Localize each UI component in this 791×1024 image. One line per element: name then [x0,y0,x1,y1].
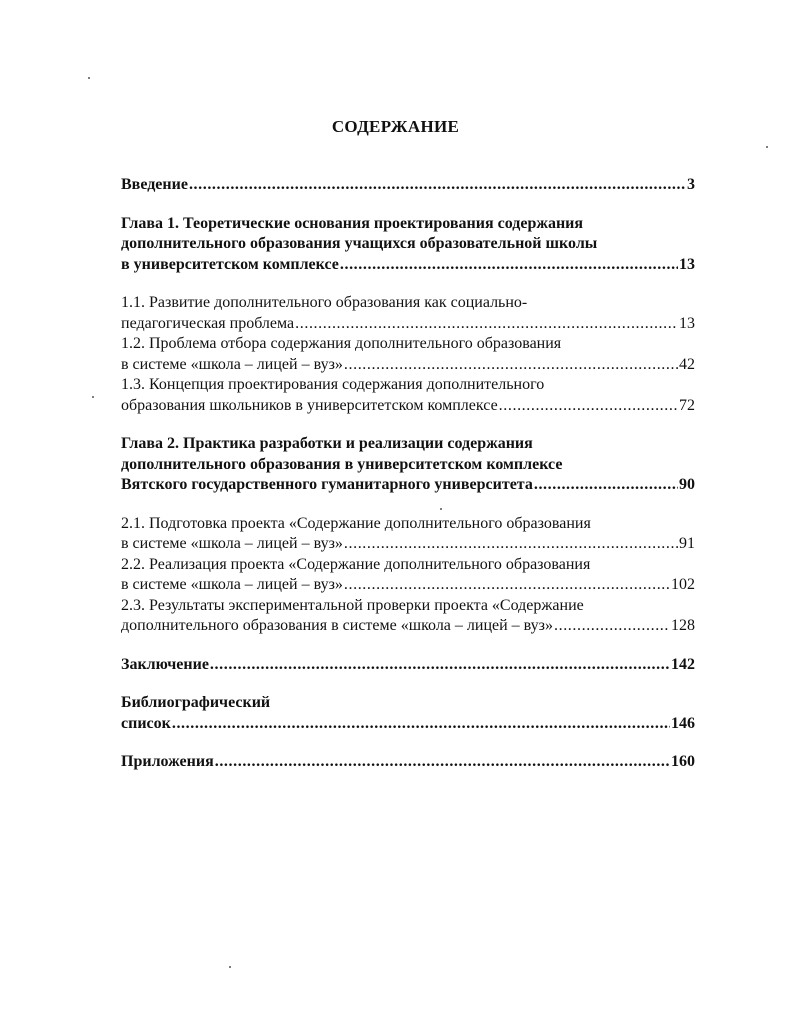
toc-entry-line: 2.1. Подготовка проекта «Содержание дополнительного образования [121,514,591,532]
scan-speck [440,508,442,510]
toc-entry-title: список [121,714,171,732]
toc-entry-line [121,355,695,376]
toc-entry-line: 1.2. Проблема отбора содержания дополнительного образования [121,335,562,352]
page-title: СОДЕРЖАНИЕ [331,117,460,136]
scan-speck [92,396,94,398]
dot-leader [340,255,678,276]
toc-entry-bibliography[interactable] [121,693,695,734]
toc-entry-title: Заключение [121,655,209,673]
toc-page-number: 13 [679,255,695,273]
toc-page-number: 72 [679,396,695,414]
toc-entry-line: Глава 2. Практика разработки и реализации содержания [121,435,533,452]
toc-entry-line: дополнительного образования учащихся образовательной школы [121,235,598,252]
toc-entry-line [121,534,695,555]
toc-entry-title: в университетском комплексе [121,255,339,273]
dot-leader [172,714,670,735]
toc-entry-line: Глава 1. Теоретические основания проектирования содержания [121,214,584,232]
toc-entry-line [121,314,695,335]
toc-entry-line: дополнительного образования в университетском комплексе [121,455,563,473]
toc-entry-line [121,175,695,196]
toc-entry-chapter-1[interactable] [121,214,695,276]
toc-page-number: 146 [671,714,695,732]
toc-entry-title: Приложения [121,753,214,770]
toc-entry-line [121,475,695,496]
toc-entry-section-2-1[interactable] [121,514,695,555]
toc-entry-line: Библиографический [121,694,271,711]
toc-entry-line: 1.1. Развитие дополнительного образования как социально- [121,294,528,311]
toc-entry-title: образования школьников в университетском комплексе [121,396,498,414]
toc-entry-line [121,255,695,276]
toc-entry-section-1-3[interactable] [121,375,695,416]
dot-leader [210,655,670,676]
toc-page-number: 13 [679,314,695,332]
table-of-contents [121,175,695,773]
toc-page-number: 91 [679,535,695,552]
dot-leader [554,616,670,637]
toc-entry-title: в системе «школа – лицей – вуз» [121,355,343,373]
toc-entry-section-1-1[interactable] [121,293,695,334]
toc-page-number: 102 [671,576,695,593]
dot-leader [295,314,678,335]
dot-leader [534,475,678,496]
toc-entry-line [121,616,695,637]
toc-entry-line [121,575,695,596]
toc-entry-line: 1.3. Концепция проектирования содержания дополнительного [121,376,545,393]
toc-entry-conclusion[interactable] [121,655,695,676]
toc-entry-title: Введение [121,176,188,193]
toc-page-number: 90 [679,476,695,493]
scan-speck [88,77,90,79]
toc-entry-title: Вятского государственного гуманитарного университета [121,476,533,493]
dot-leader [499,396,678,417]
toc-entry-line [121,396,695,417]
toc-page-number: 160 [671,753,695,770]
toc-page-number: 3 [687,176,695,193]
toc-entry-title: в системе «школа – лицей – вуз» [121,535,343,552]
toc-entry-title: дополнительного образования в системе «школа – лицей – вуз» [121,617,553,634]
toc-entry-section-1-2[interactable] [121,334,695,375]
toc-entry-title: педагогическая проблема [121,314,295,332]
toc-page-number: 142 [671,655,695,673]
toc-entry-line [121,655,695,676]
toc-entry-appendices[interactable] [121,752,695,773]
dot-leader [344,575,670,596]
dot-leader [189,175,686,196]
toc-page-number: 128 [671,617,695,634]
toc-page-number: 42 [679,355,695,373]
scan-speck [229,966,231,968]
scan-speck [766,146,768,148]
toc-entry-line: 2.3. Результаты экспериментальной проверки проекта «Содержание [121,596,584,614]
toc-entry-section-2-2[interactable] [121,555,695,596]
dot-leader [344,534,678,555]
dot-leader [215,752,670,773]
toc-entry-title: в системе «школа – лицей – вуз» [121,576,343,593]
toc-entry-line [121,714,695,735]
toc-entry-line: 2.2. Реализация проекта «Содержание дополнительного образования [121,555,591,573]
dot-leader [344,355,678,376]
toc-entry-introduction[interactable] [121,175,695,196]
toc-entry-section-2-3[interactable] [121,596,695,637]
toc-entry-line [121,752,695,773]
toc-entry-chapter-2[interactable] [121,434,695,496]
